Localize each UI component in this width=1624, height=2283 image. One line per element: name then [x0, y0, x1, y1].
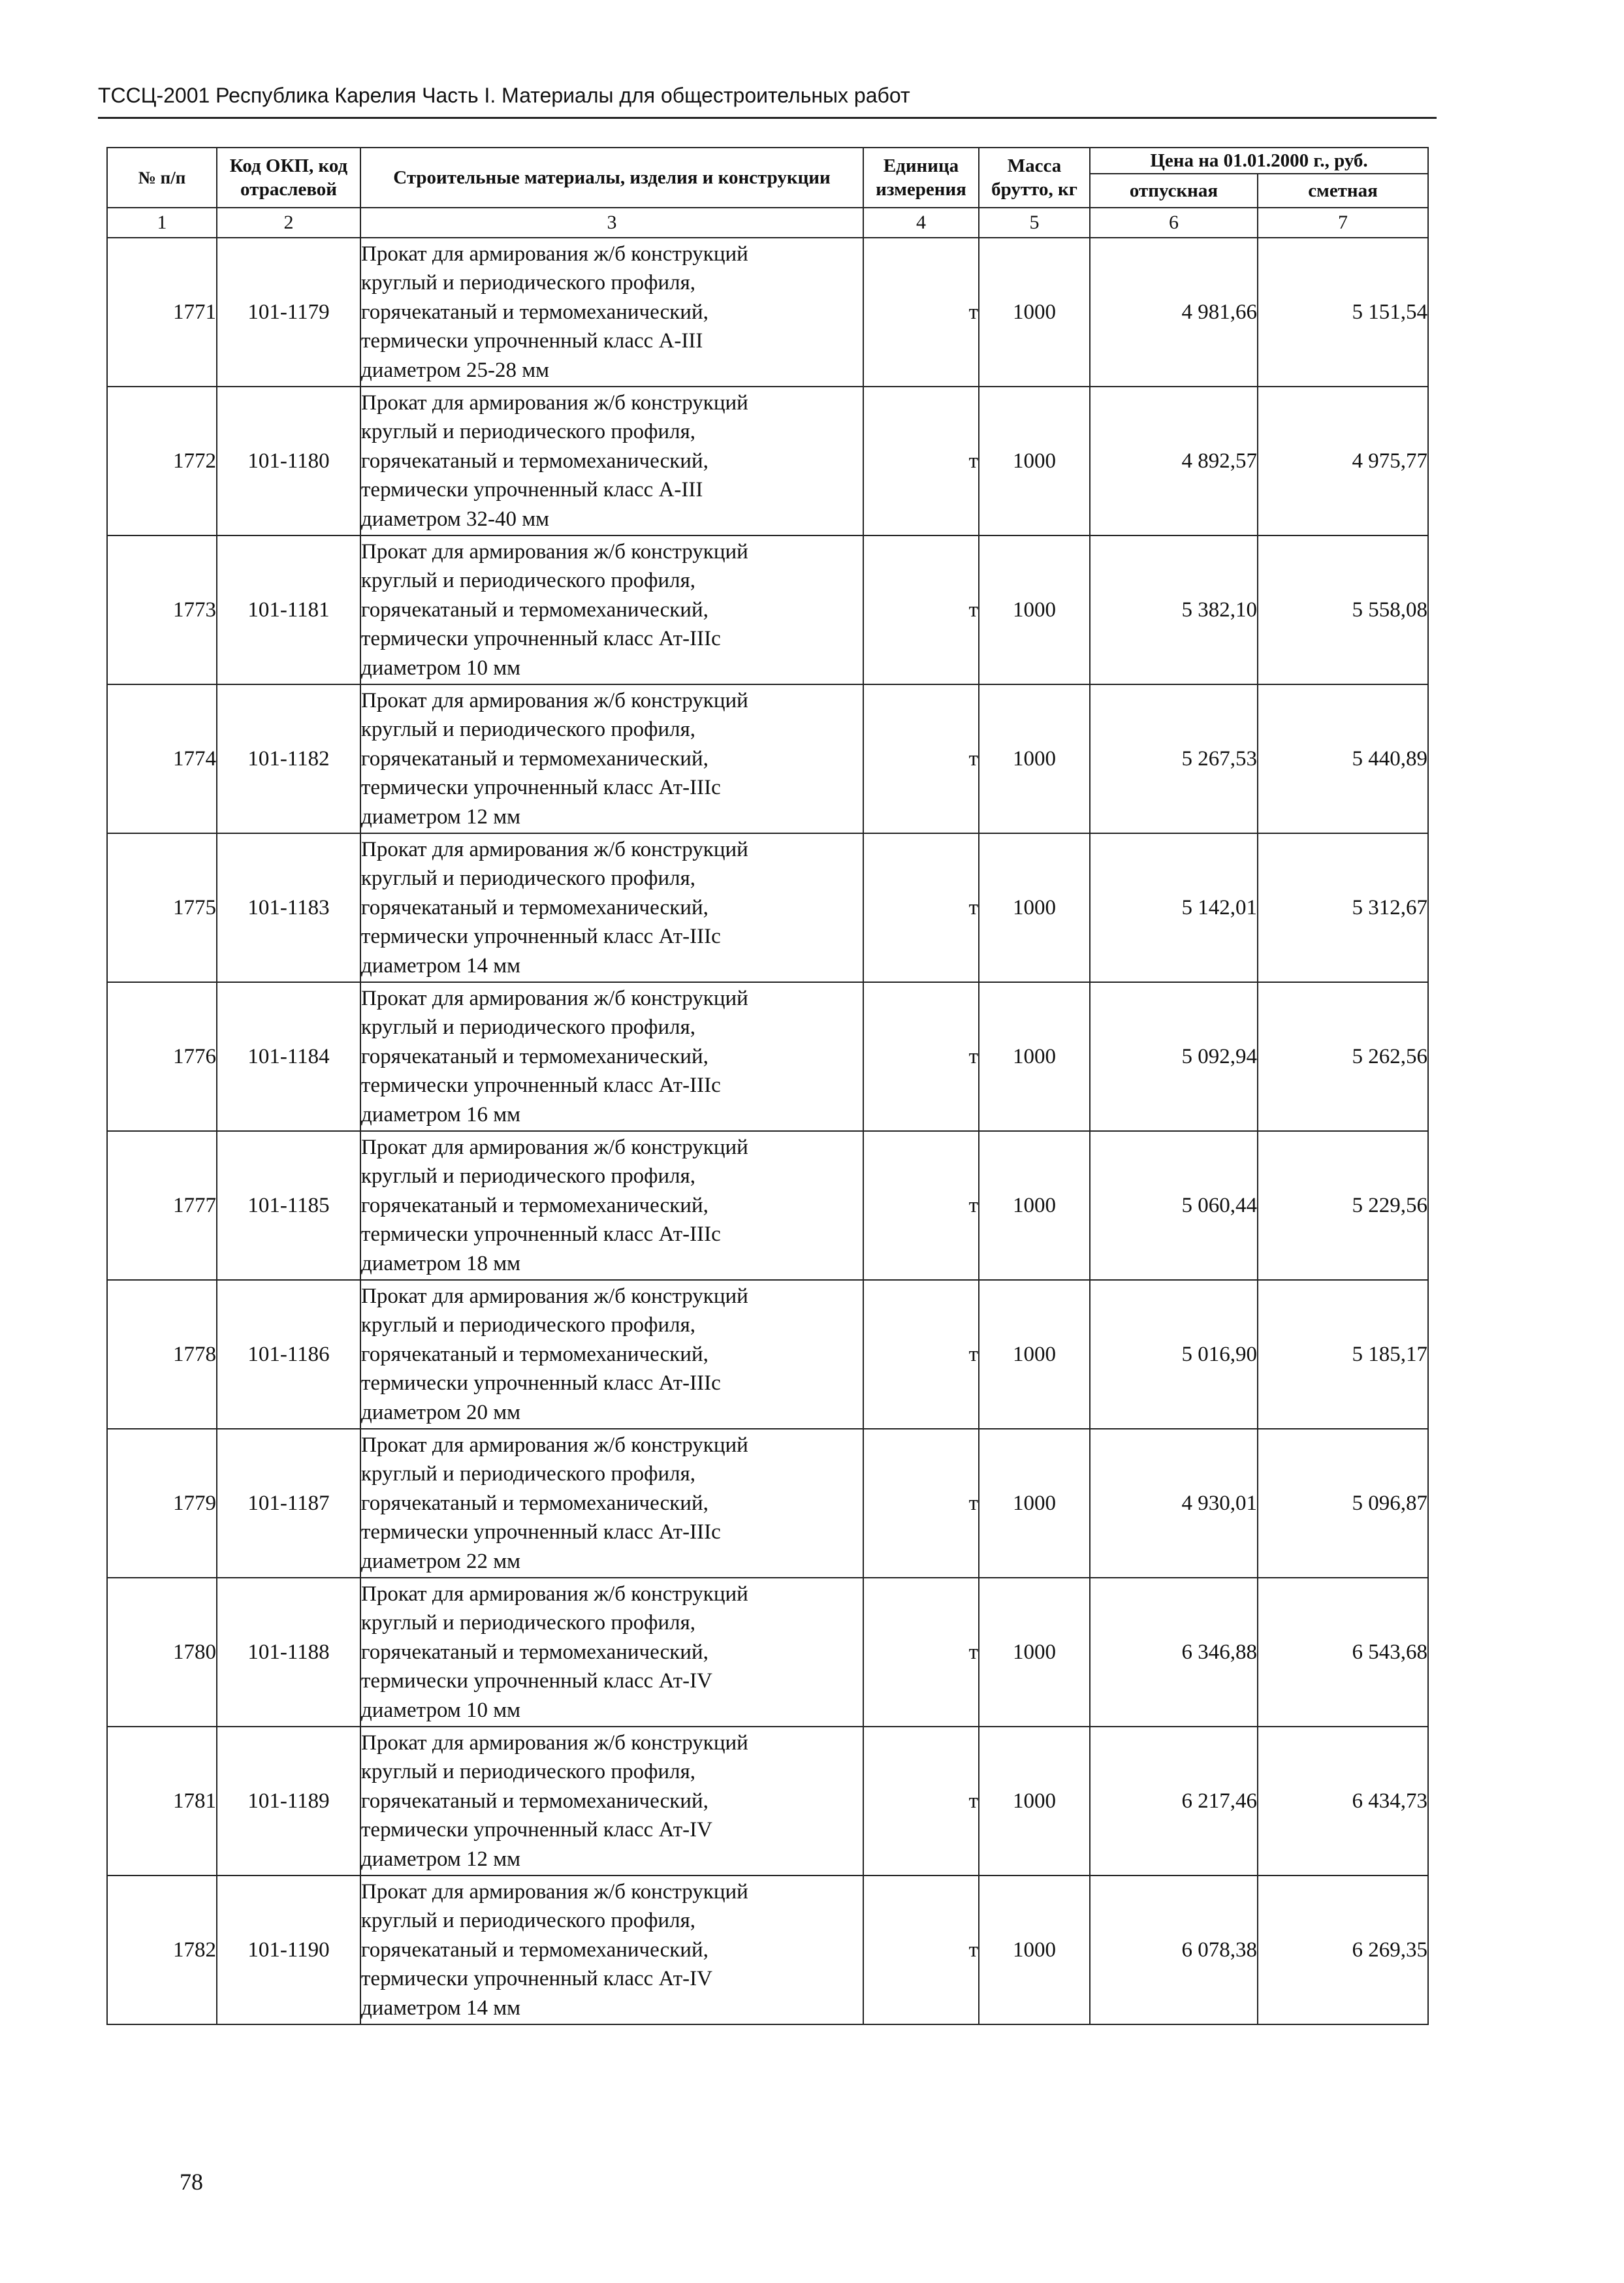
table-header-row: [107, 148, 1428, 174]
description-line: круглый и периодического профиля,: [361, 1164, 696, 1189]
description-line: Прокат для армирования ж/б конструкций: [361, 1433, 748, 1457]
okp-code: 101-1189: [217, 1727, 360, 1876]
running-header: [98, 80, 1437, 119]
table-row: [107, 1131, 1428, 1280]
description-line: горячекатаный и термомеханический,: [361, 449, 709, 473]
gross-mass: 1000: [979, 1429, 1090, 1578]
okp-code: 101-1184: [217, 982, 360, 1131]
okp-code: 101-1186: [217, 1280, 360, 1429]
material-description: [360, 238, 863, 387]
description-line: круглый и периодического профиля,: [361, 420, 696, 444]
description-line: диаметром 16 мм: [361, 1102, 520, 1126]
price-estimate: 5 312,67: [1258, 833, 1428, 982]
description-line: Прокат для армирования ж/б конструкций: [361, 242, 748, 266]
price-release: 5 142,01: [1090, 833, 1258, 982]
price-release: 5 267,53: [1090, 684, 1258, 833]
description-line: горячекатаный и термомеханический,: [361, 895, 709, 919]
row-number: 1782: [107, 1876, 217, 2024]
description-line: термически упрочненный класс Ат-IV: [361, 1669, 712, 1693]
gross-mass: 1000: [979, 1727, 1090, 1876]
unit-of-measure: т: [863, 387, 979, 535]
description-line: горячекатаный и термомеханический,: [361, 746, 709, 771]
description-line: термически упрочненный класс Ат-IV: [361, 1967, 712, 1991]
okp-code: 101-1185: [217, 1131, 360, 1280]
description-line: горячекатаный и термомеханический,: [361, 1193, 709, 1217]
description-line: горячекатаный и термомеханический,: [361, 1342, 709, 1366]
column-number: 1: [107, 208, 217, 238]
okp-code: 101-1179: [217, 238, 360, 387]
okp-code: 101-1183: [217, 833, 360, 982]
description-line: Прокат для армирования ж/б конструкций: [361, 1582, 748, 1606]
column-number: 7: [1258, 208, 1428, 238]
header-price-estimate: сметная: [1258, 174, 1428, 208]
row-number: 1775: [107, 833, 217, 982]
price-estimate: 5 229,56: [1258, 1131, 1428, 1280]
table-row: [107, 982, 1428, 1131]
row-number: 1772: [107, 387, 217, 535]
description-line: круглый и периодического профиля,: [361, 1909, 696, 1933]
table-row: [107, 833, 1428, 982]
row-number: 1771: [107, 238, 217, 387]
description-line: Прокат для армирования ж/б конструкций: [361, 539, 748, 564]
gross-mass: 1000: [979, 684, 1090, 833]
gross-mass: 1000: [979, 1280, 1090, 1429]
header-price-release: отпускная: [1090, 174, 1258, 208]
material-description: [360, 982, 863, 1131]
price-release: 5 060,44: [1090, 1131, 1258, 1280]
column-number-row: [107, 208, 1428, 238]
description-line: горячекатаный и термомеханический,: [361, 1789, 709, 1813]
gross-mass: 1000: [979, 982, 1090, 1131]
description-line: термически упрочненный класс А-III: [361, 478, 703, 502]
description-line: Прокат для армирования ж/б конструкций: [361, 837, 748, 861]
price-release: 4 892,57: [1090, 387, 1258, 535]
description-line: круглый и периодического профиля,: [361, 569, 696, 593]
material-description: [360, 684, 863, 833]
description-line: диаметром 12 мм: [361, 1847, 520, 1871]
okp-code: 101-1181: [217, 535, 360, 684]
running-header-title: ТССЦ-2001 Республика Карелия Часть I. Материалы для общестроительных работ: [98, 84, 910, 107]
unit-of-measure: т: [863, 1876, 979, 2024]
price-estimate: 5 558,08: [1258, 535, 1428, 684]
price-release: 4 930,01: [1090, 1429, 1258, 1578]
unit-of-measure: т: [863, 1429, 979, 1578]
row-number: 1780: [107, 1578, 217, 1727]
description-line: Прокат для армирования ж/б конструкций: [361, 1284, 748, 1308]
price-release: 6 346,88: [1090, 1578, 1258, 1727]
row-number: 1773: [107, 535, 217, 684]
price-estimate: 5 262,56: [1258, 982, 1428, 1131]
description-line: диаметром 10 мм: [361, 1698, 520, 1722]
price-release: 6 078,38: [1090, 1876, 1258, 2024]
price-release: 6 217,46: [1090, 1727, 1258, 1876]
description-line: термически упрочненный класс А-III: [361, 329, 703, 353]
material-description: [360, 1280, 863, 1429]
description-line: Прокат для армирования ж/б конструкций: [361, 1731, 748, 1755]
header-name: Строительные материалы, изделия и конструкции: [360, 148, 863, 208]
header-unit: Единица измерения: [863, 148, 979, 208]
material-description: [360, 1578, 863, 1727]
header-code: Код ОКП, код отраслевой: [217, 148, 360, 208]
unit-of-measure: т: [863, 1131, 979, 1280]
description-line: термически упрочненный класс Ат-IIIс: [361, 776, 721, 800]
description-line: круглый и периодического профиля,: [361, 1611, 696, 1635]
unit-of-measure: т: [863, 1727, 979, 1876]
page-number: 78: [180, 2169, 203, 2195]
description-line: круглый и периодического профиля,: [361, 1760, 696, 1784]
description-line: Прокат для армирования ж/б конструкций: [361, 688, 748, 712]
price-release: 4 981,66: [1090, 238, 1258, 387]
description-line: термически упрочненный класс Ат-IIIс: [361, 1520, 721, 1544]
gross-mass: 1000: [979, 1876, 1090, 2024]
description-line: Прокат для армирования ж/б конструкций: [361, 391, 748, 415]
unit-of-measure: т: [863, 1578, 979, 1727]
table-row: [107, 1727, 1428, 1876]
price-release: 5 016,90: [1090, 1280, 1258, 1429]
description-line: горячекатаный и термомеханический,: [361, 1491, 709, 1515]
gross-mass: 1000: [979, 238, 1090, 387]
column-number: 6: [1090, 208, 1258, 238]
unit-of-measure: т: [863, 982, 979, 1131]
row-number: 1778: [107, 1280, 217, 1429]
price-release: 5 382,10: [1090, 535, 1258, 684]
description-line: горячекатаный и термомеханический,: [361, 598, 709, 622]
okp-code: 101-1188: [217, 1578, 360, 1727]
description-line: термически упрочненный класс Ат-IIIс: [361, 1371, 721, 1396]
column-number: 5: [979, 208, 1090, 238]
okp-code: 101-1182: [217, 684, 360, 833]
price-estimate: 6 269,35: [1258, 1876, 1428, 2024]
column-number: 4: [863, 208, 979, 238]
table-row: [107, 238, 1428, 387]
price-estimate: 5 151,54: [1258, 238, 1428, 387]
price-estimate: 5 440,89: [1258, 684, 1428, 833]
row-number: 1781: [107, 1727, 217, 1876]
price-estimate: 5 096,87: [1258, 1429, 1428, 1578]
description-line: горячекатаный и термомеханический,: [361, 1938, 709, 1962]
description-line: круглый и периодического профиля,: [361, 867, 696, 891]
price-release: 5 092,94: [1090, 982, 1258, 1131]
description-line: термически упрочненный класс Ат-IIIс: [361, 1074, 721, 1098]
gross-mass: 1000: [979, 1578, 1090, 1727]
header-num: № п/п: [107, 148, 217, 208]
description-line: круглый и периодического профиля,: [361, 1313, 696, 1337]
material-description: [360, 1876, 863, 2024]
description-line: диаметром 20 мм: [361, 1400, 520, 1424]
description-line: горячекатаный и термомеханический,: [361, 1640, 709, 1664]
unit-of-measure: т: [863, 1280, 979, 1429]
unit-of-measure: т: [863, 238, 979, 387]
header-price-group: Цена на 01.01.2000 г., руб.: [1090, 148, 1428, 174]
description-line: диаметром 25-28 мм: [361, 358, 549, 382]
description-line: Прокат для армирования ж/б конструкций: [361, 1135, 748, 1159]
table-row: [107, 535, 1428, 684]
row-number: 1779: [107, 1429, 217, 1578]
description-line: диаметром 12 мм: [361, 805, 520, 829]
row-number: 1776: [107, 982, 217, 1131]
gross-mass: 1000: [979, 1131, 1090, 1280]
material-description: [360, 1131, 863, 1280]
gross-mass: 1000: [979, 535, 1090, 684]
description-line: Прокат для армирования ж/б конструкций: [361, 986, 748, 1010]
unit-of-measure: т: [863, 535, 979, 684]
column-number: 3: [360, 208, 863, 238]
header-mass: Масса брутто, кг: [979, 148, 1090, 208]
material-description: [360, 535, 863, 684]
description-line: термически упрочненный класс Ат-IIIс: [361, 1222, 721, 1247]
okp-code: 101-1187: [217, 1429, 360, 1578]
table-row: [107, 1280, 1428, 1429]
column-number: 2: [217, 208, 360, 238]
row-number: 1774: [107, 684, 217, 833]
material-description: [360, 833, 863, 982]
table-row: [107, 684, 1428, 833]
material-description: [360, 1727, 863, 1876]
okp-code: 101-1180: [217, 387, 360, 535]
price-estimate: 6 434,73: [1258, 1727, 1428, 1876]
table-row: [107, 1429, 1428, 1578]
description-line: диаметром 22 мм: [361, 1549, 520, 1573]
description-line: диаметром 32-40 мм: [361, 507, 549, 531]
gross-mass: 1000: [979, 387, 1090, 535]
description-line: термически упрочненный класс Ат-IV: [361, 1818, 712, 1842]
description-line: горячекатаный и термомеханический,: [361, 1044, 709, 1068]
description-line: диаметром 14 мм: [361, 953, 520, 978]
description-line: круглый и периодического профиля,: [361, 1015, 696, 1040]
okp-code: 101-1190: [217, 1876, 360, 2024]
unit-of-measure: т: [863, 684, 979, 833]
description-line: диаметром 18 мм: [361, 1251, 520, 1275]
price-estimate: 6 543,68: [1258, 1578, 1428, 1727]
material-description: [360, 387, 863, 535]
description-line: Прокат для армирования ж/б конструкций: [361, 1879, 748, 1904]
unit-of-measure: т: [863, 833, 979, 982]
material-description: [360, 1429, 863, 1578]
description-line: круглый и периодического профиля,: [361, 1462, 696, 1486]
description-line: термически упрочненный класс Ат-IIIс: [361, 627, 721, 651]
row-number: 1777: [107, 1131, 217, 1280]
price-estimate: 5 185,17: [1258, 1280, 1428, 1429]
price-estimate: 4 975,77: [1258, 387, 1428, 535]
table-body: [107, 238, 1428, 2024]
description-line: круглый и периодического профиля,: [361, 271, 696, 295]
table-row: [107, 387, 1428, 535]
description-line: диаметром 10 мм: [361, 656, 520, 680]
price-table: [106, 147, 1429, 2025]
table-row: [107, 1578, 1428, 1727]
gross-mass: 1000: [979, 833, 1090, 982]
description-line: диаметром 14 мм: [361, 1996, 520, 2020]
table-row: [107, 1876, 1428, 2024]
description-line: термически упрочненный класс Ат-IIIс: [361, 925, 721, 949]
description-line: горячекатаный и термомеханический,: [361, 300, 709, 324]
description-line: круглый и периодического профиля,: [361, 718, 696, 742]
